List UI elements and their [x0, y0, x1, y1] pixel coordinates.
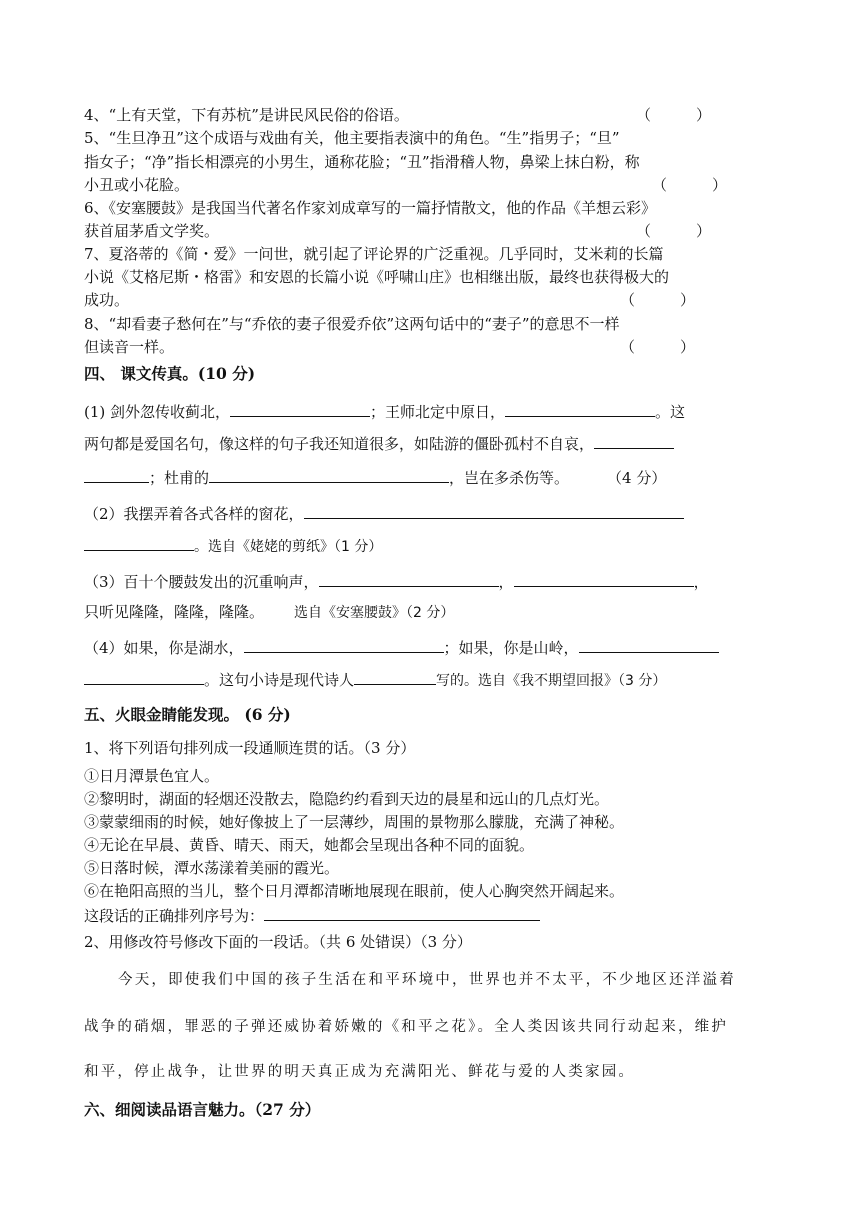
s4-q2-blank-1[interactable] — [304, 502, 684, 519]
sentence-2: ②黎明时，湖面的轻烟还没散去，隐隐约约看到天边的晨星和远山的几点灯光。 — [84, 790, 610, 808]
s4-q3-blank-1[interactable] — [319, 570, 499, 587]
item-7-line3: 成功。 — [84, 291, 130, 309]
item-7-line2: 小说《艾格尼斯・格雷》和安恩的长篇小说《呼啸山庄》也相继出版，最终也获得极大的 — [84, 268, 670, 286]
s4-q2-blank-2[interactable] — [84, 534, 194, 551]
s4-q1-text-e: ；杜甫的 — [149, 469, 210, 487]
sentence-5: ⑤日落时候，潭水荡漾着美丽的霞光。 — [84, 859, 340, 877]
s4-q4-text-c: 。这句小诗是现代诗人 — [204, 671, 355, 689]
item-5-line2: 指女子；“净”指长相漂亮的小男生，通称花脸；“丑”指滑稽人物，鼻梁上抹白粉，称 — [84, 153, 640, 171]
item-4-text: 4、“上有天堂，下有苏杭”是讲民风民俗的俗语。 — [84, 106, 409, 124]
s4-q1-blank-2[interactable] — [505, 400, 655, 417]
passage-line-1: 今天，即使我们中国的孩子生活在和平环境中，世界也并不太平，不少地区还洋溢着 — [118, 972, 736, 988]
s4-q1-line3 — [84, 466, 666, 488]
s4-q3-line1 — [84, 570, 709, 592]
s4-q4-line1 — [84, 636, 719, 658]
s4-q3-text-c: ， — [693, 573, 709, 591]
s4-q4-blank-3[interactable] — [84, 668, 204, 685]
s4-q3-text-e: 选自《安塞腰鼓》（2 分） — [294, 605, 455, 621]
item-8-line2: 但读音一样。 — [84, 338, 175, 356]
s4-q3-text-a: （3）百十个腰鼓发出的沉重响声， — [84, 573, 319, 591]
s5-q2-title: 2、用修改符号修改下面的一段话。（共 6 处错误）（3 分） — [84, 933, 472, 951]
s4-q1-line2 — [84, 432, 674, 454]
s4-q1-score: （4 分） — [607, 469, 667, 487]
item-8-answer-paren[interactable]: （ ） — [620, 338, 696, 356]
s4-q1-text-c: 。这 — [655, 403, 686, 421]
s4-q1-text-a: (1) 剑外忽传收蓟北， — [84, 403, 231, 421]
s4-q1-blank-3b[interactable] — [84, 466, 149, 483]
order-label: 这段话的正确排列序号为： — [84, 907, 265, 925]
sentence-4: ④无论在早晨、黄昏、晴天、雨天，她都会呈现出各种不同的面貌。 — [84, 836, 535, 854]
sentence-3: ③蒙蒙细雨的时候，她好像披上了一层薄纱，周围的景物那么朦胧，充满了神秘。 — [84, 813, 625, 831]
s4-q1-blank-4[interactable] — [209, 466, 449, 483]
item-4-answer-paren[interactable]: （ ） — [636, 106, 712, 124]
s4-q2-line1 — [84, 502, 684, 524]
item-5-answer-paren[interactable]: （ ） — [652, 176, 728, 194]
section-4-heading: 四、 课文传真。(10 分) — [84, 364, 256, 383]
s4-q1-blank-3[interactable] — [594, 432, 674, 449]
item-5-line1: 5、“生旦净丑”这个成语与戏曲有关，他主要指表演中的角色。“生”指男子；“旦” — [84, 129, 620, 147]
s4-q4-text-d: 写的。选自《我不期望回报》（3 分） — [436, 673, 667, 689]
item-7-answer-paren[interactable]: （ ） — [620, 291, 696, 309]
section-6-heading: 六、细阅读品语言魅力。（27 分） — [84, 1100, 321, 1119]
item-6-line2: 获首届茅盾文学奖。 — [84, 222, 220, 240]
sentence-6: ⑥在艳阳高照的当儿，整个日月潭都清晰地展现在眼前，使人心胸突然开阔起来。 — [84, 882, 625, 900]
s4-q3-line2 — [84, 602, 454, 623]
s4-q2-text-a: （2）我摆弄着各式各样的窗花， — [84, 505, 304, 523]
item-7-line1: 7、夏洛蒂的《简・爱》一问世，就引起了评论界的广泛重视。几乎同时，艾米莉的长篇 — [84, 245, 664, 263]
s4-q4-text-a: （4）如果，你是湖水， — [84, 639, 244, 657]
s4-q2-text-b: 。选自《姥姥的剪纸》（1 分） — [194, 539, 383, 555]
item-8-line1: 8、“却看妻子愁何在”与“乔依的妻子很爱乔依”这两句话中的“妻子”的意思不一样 — [84, 315, 620, 333]
passage-line-2: 战争的硝烟，罪恶的子弹还威协着娇嫩的《和平之花》。全人类因该共同行动起来，维护 — [84, 1019, 729, 1035]
s5-q1-title: 1、将下列语句排列成一段通顺连贯的话。（3 分） — [84, 739, 416, 757]
s4-q3-text-b: ， — [498, 573, 514, 591]
s4-q1-blank-1[interactable] — [230, 400, 370, 417]
s4-q1-line1 — [84, 400, 685, 422]
item-6-line1: 6、《安塞腰鼓》是我国当代著名作家刘成章写的一篇抒情散文，他的作品《羊想云彩》 — [84, 199, 657, 217]
order-answer-line — [84, 904, 540, 926]
s4-q4-blank-1[interactable] — [244, 636, 444, 653]
order-answer-blank[interactable] — [264, 904, 540, 921]
passage-line-3: 和平，停止战争，让世界的明天真正成为充满阳光、鲜花与爱的人类家园。 — [84, 1064, 636, 1080]
s4-q4-text-b: ；如果，你是山岭， — [443, 639, 579, 657]
s4-q4-line2 — [84, 668, 666, 691]
s4-q2-line2 — [84, 534, 382, 557]
s4-q4-blank-2[interactable] — [579, 636, 719, 653]
section-5-heading: 五、火眼金睛能发现。 (6 分) — [84, 705, 291, 724]
item-6-answer-paren[interactable]: （ ） — [636, 222, 712, 240]
s4-q3-blank-2[interactable] — [514, 570, 694, 587]
s4-q1-text-b: ；王师北定中原日， — [370, 403, 506, 421]
sentence-1: ①日月潭景色宜人。 — [84, 767, 220, 785]
s4-q3-text-d: 只听见隆隆，隆隆，隆隆。 — [84, 603, 265, 621]
s4-q1-text-d: 两句都是爱国名句，像这样的句子我还知道很多，如陆游的僵卧孤村不自哀， — [84, 435, 595, 453]
item-5-line3: 小丑或小花脸。 — [84, 176, 190, 194]
s4-q4-blank-4[interactable] — [354, 668, 436, 685]
s4-q1-text-f: ，岂在多杀伤等。 — [449, 469, 570, 487]
